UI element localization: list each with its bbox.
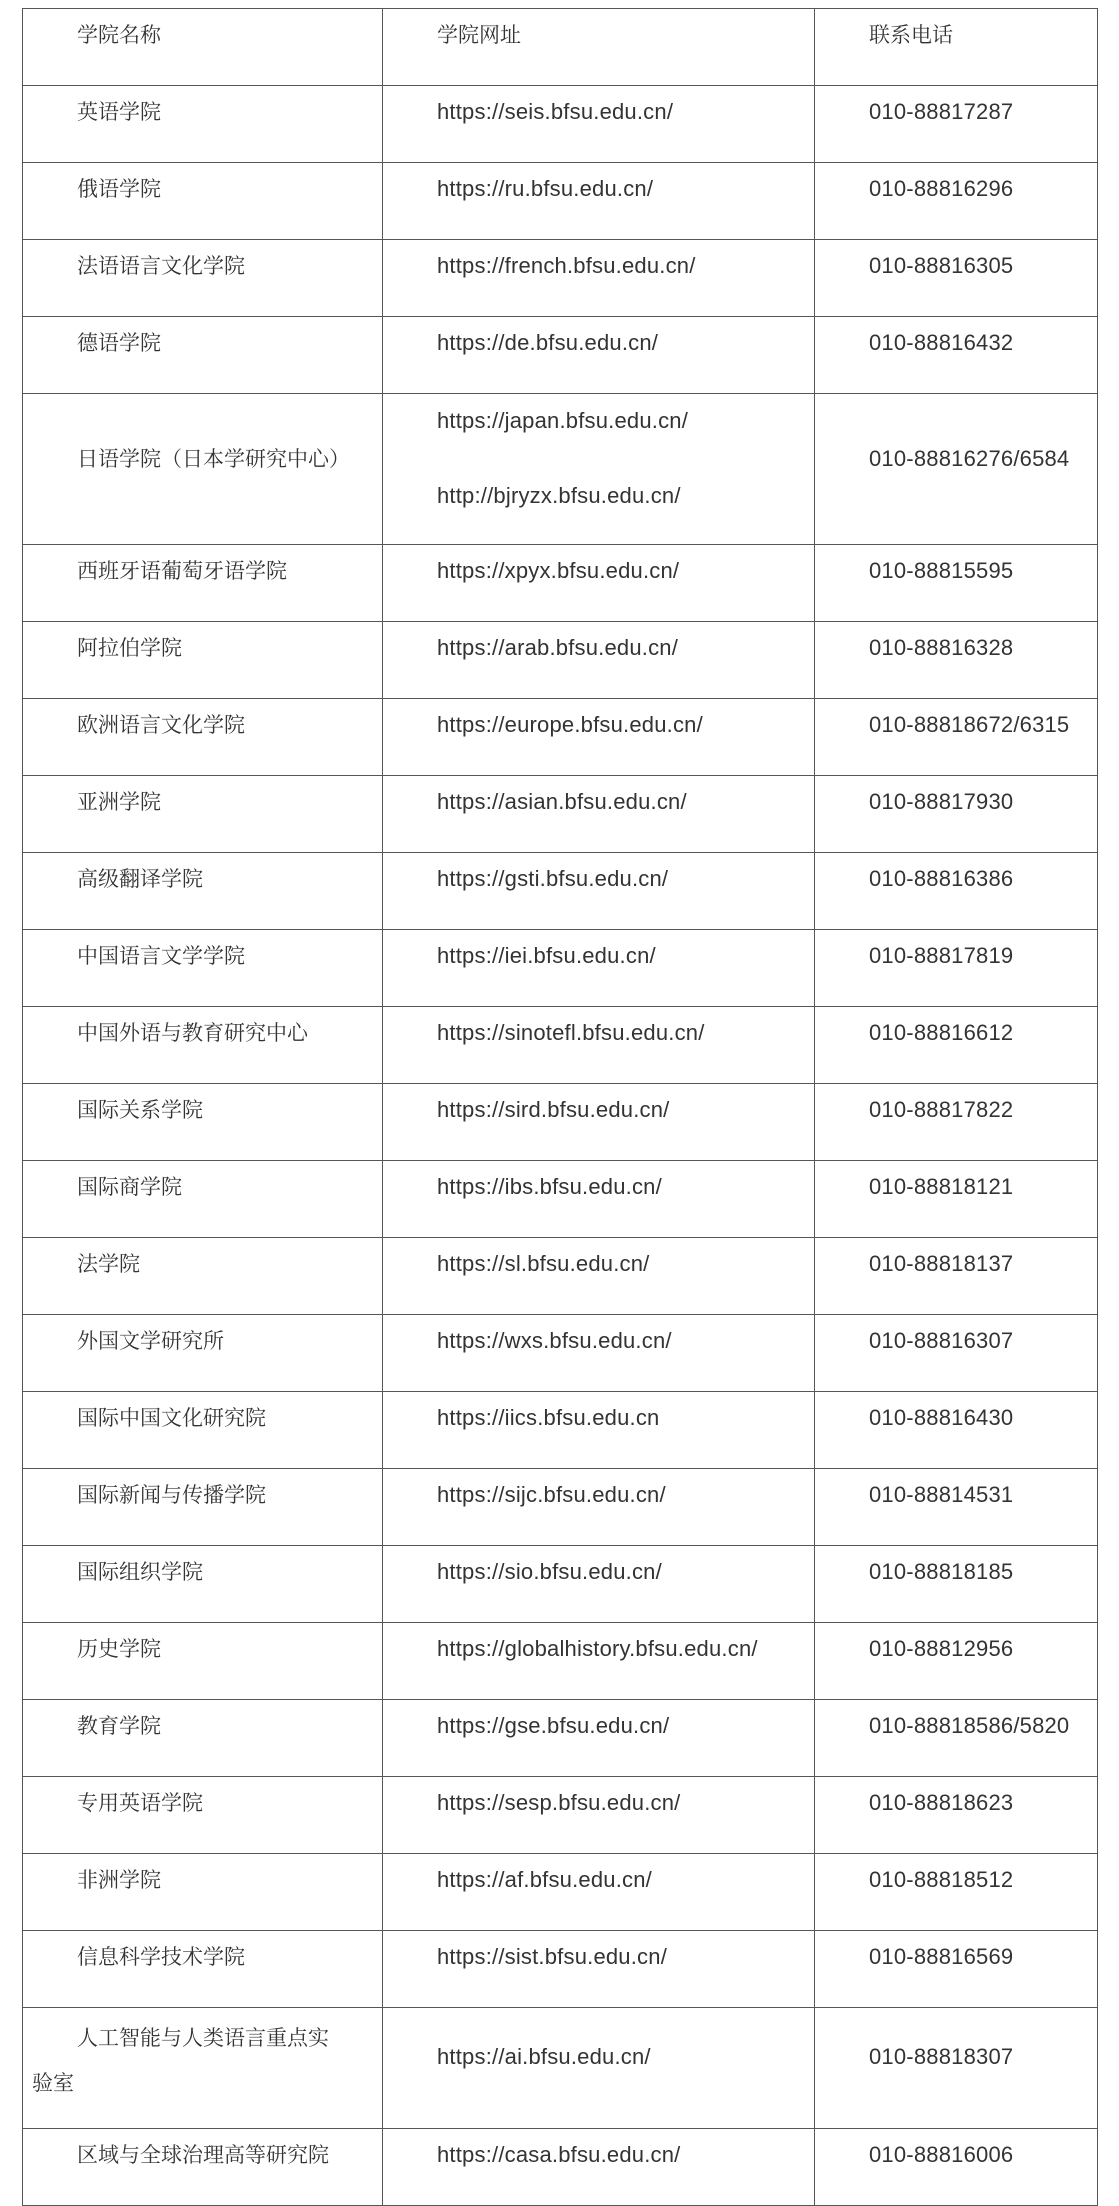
- college-url-cell: [383, 2129, 815, 2206]
- college-url-cell: [383, 1700, 815, 1777]
- colleges-table-container: [22, 8, 1097, 2206]
- college-name: 法语语言文化学院: [77, 254, 245, 278]
- table-row: [23, 1854, 1098, 1931]
- college-name-cell: [23, 1623, 383, 1700]
- table-row: [23, 2008, 1098, 2129]
- table-row: [23, 86, 1098, 163]
- table-row: [23, 1623, 1098, 1700]
- table-row: [23, 1007, 1098, 1084]
- college-phone-cell: [815, 1546, 1098, 1623]
- college-url: https://french.bfsu.edu.cn/: [437, 253, 696, 278]
- college-url: https://globalhistory.bfsu.edu.cn/: [437, 1636, 758, 1661]
- college-name-cell: [23, 622, 383, 699]
- college-name-cell: [23, 853, 383, 930]
- college-name-cell: [23, 394, 383, 545]
- college-url-cell: [383, 545, 815, 622]
- table-row: [23, 2129, 1098, 2206]
- college-phone: 010-88816612: [869, 1020, 1014, 1045]
- college-phone-cell: [815, 1315, 1098, 1392]
- college-phone: 010-88818623: [869, 1790, 1014, 1815]
- table-row: [23, 930, 1098, 1007]
- college-url: https://sijc.bfsu.edu.cn/: [437, 1482, 666, 1507]
- college-name-cell: [23, 1469, 383, 1546]
- college-url: https://sesp.bfsu.edu.cn/: [437, 1790, 681, 1815]
- college-phone: 010-88816305: [869, 253, 1014, 278]
- college-name-cell: [23, 2129, 383, 2206]
- header-college-name-text: 学院名称: [77, 23, 161, 47]
- college-url-cell: [383, 776, 815, 853]
- header-contact-phone: [815, 9, 1098, 86]
- college-name-cell: [23, 86, 383, 163]
- college-url-cell: [383, 1623, 815, 1700]
- college-phone: 010-88812956: [869, 1636, 1014, 1661]
- header-college-url: [383, 9, 815, 86]
- table-row: [23, 1700, 1098, 1777]
- college-name: 外国文学研究所: [77, 1329, 224, 1353]
- table-row: [23, 1931, 1098, 2008]
- college-url: https://casa.bfsu.edu.cn/: [437, 2142, 681, 2167]
- college-phone-cell: [815, 1469, 1098, 1546]
- college-phone: 010-88817819: [869, 943, 1014, 968]
- college-phone-cell: [815, 622, 1098, 699]
- college-url-cell: [383, 1469, 815, 1546]
- college-phone: 010-88816386: [869, 866, 1014, 891]
- college-name-cell: [23, 240, 383, 317]
- college-name-cell: [23, 1315, 383, 1392]
- college-name: 英语学院: [77, 100, 161, 124]
- table-header-row: [23, 9, 1098, 86]
- table-row: [23, 1546, 1098, 1623]
- college-phone: 010-88816006: [869, 2142, 1014, 2167]
- college-url: https://europe.bfsu.edu.cn/: [437, 712, 703, 737]
- college-phone-cell: [815, 86, 1098, 163]
- college-url: https://asian.bfsu.edu.cn/: [437, 789, 687, 814]
- college-phone: 010-88818672/6315: [869, 712, 1070, 737]
- header-contact-phone-text: 联系电话: [869, 23, 953, 47]
- college-url: https://ibs.bfsu.edu.cn/: [437, 1174, 662, 1199]
- college-phone-cell: [815, 545, 1098, 622]
- college-phone-cell: [815, 2129, 1098, 2206]
- college-url-cell: [383, 1315, 815, 1392]
- college-url-cell: [383, 930, 815, 1007]
- table-row: [23, 1315, 1098, 1392]
- college-url: https://gsti.bfsu.edu.cn/: [437, 866, 669, 891]
- college-name-cell: [23, 2008, 383, 2129]
- college-name: 国际商学院: [77, 1175, 182, 1199]
- table-row: [23, 545, 1098, 622]
- college-url-cell: [383, 394, 815, 545]
- college-phone: 010-88818137: [869, 1251, 1014, 1276]
- college-phone: 010-88818307: [869, 2044, 1014, 2069]
- college-name-cell: [23, 1161, 383, 1238]
- college-name: 俄语学院: [77, 177, 161, 201]
- college-name-cell: [23, 776, 383, 853]
- college-name: 历史学院: [77, 1637, 161, 1661]
- college-phone: 010-88818512: [869, 1867, 1014, 1892]
- college-url-cell: [383, 1007, 815, 1084]
- college-phone-cell: [815, 317, 1098, 394]
- college-url: https://af.bfsu.edu.cn/: [437, 1867, 652, 1892]
- college-url: https://seis.bfsu.edu.cn/: [437, 99, 674, 124]
- college-name: 高级翻译学院: [77, 867, 203, 891]
- college-name: 教育学院: [77, 1714, 161, 1738]
- college-name-cell: [23, 163, 383, 240]
- college-url: https://ai.bfsu.edu.cn/: [437, 2044, 651, 2069]
- college-name: 国际中国文化研究院: [77, 1406, 266, 1430]
- college-name: 法学院: [77, 1252, 140, 1276]
- college-url-cell: [383, 853, 815, 930]
- college-phone-cell: [815, 1854, 1098, 1931]
- college-url: https://iei.bfsu.edu.cn/: [437, 943, 656, 968]
- college-phone-cell: [815, 394, 1098, 545]
- college-url-cell: [383, 1931, 815, 2008]
- college-name: 国际组织学院: [77, 1560, 203, 1584]
- college-phone-cell: [815, 930, 1098, 1007]
- college-name-cell: [23, 1392, 383, 1469]
- college-url: https://sinotefl.bfsu.edu.cn/: [437, 1020, 705, 1045]
- college-url: https://gse.bfsu.edu.cn/: [437, 1713, 670, 1738]
- college-url: https://sird.bfsu.edu.cn/: [437, 1097, 670, 1122]
- college-phone-cell: [815, 1238, 1098, 1315]
- header-college-name: [23, 9, 383, 86]
- college-name: 非洲学院: [77, 1868, 161, 1892]
- college-phone: 010-88817287: [869, 99, 1014, 124]
- college-name: 中国外语与教育研究中心: [77, 1021, 308, 1045]
- college-name-cell: [23, 699, 383, 776]
- college-url: https://sl.bfsu.edu.cn/: [437, 1251, 650, 1276]
- table-row: [23, 240, 1098, 317]
- college-url: https://de.bfsu.edu.cn/: [437, 330, 659, 355]
- college-name: 中国语言文学学院: [77, 944, 245, 968]
- college-phone-cell: [815, 1161, 1098, 1238]
- college-url: https://iics.bfsu.edu.cn: [437, 1405, 660, 1430]
- table-row: [23, 394, 1098, 545]
- college-name-cell: [23, 1007, 383, 1084]
- college-name-cell: [23, 1854, 383, 1931]
- table-row: [23, 853, 1098, 930]
- college-phone: 010-88816307: [869, 1328, 1014, 1353]
- college-url-cell: [383, 1238, 815, 1315]
- college-name-cell: [23, 930, 383, 1007]
- college-phone-cell: [815, 2008, 1098, 2129]
- college-url-cell: [383, 1392, 815, 1469]
- college-name: 欧洲语言文化学院: [77, 713, 245, 737]
- table-row: [23, 1238, 1098, 1315]
- college-url-cell: [383, 2008, 815, 2129]
- college-url-cell: [383, 1546, 815, 1623]
- college-phone: 010-88816430: [869, 1405, 1014, 1430]
- college-url-cell: [383, 1854, 815, 1931]
- table-row: [23, 1777, 1098, 1854]
- college-phone-cell: [815, 853, 1098, 930]
- college-name-cell: [23, 1777, 383, 1854]
- college-url-cell: [383, 1084, 815, 1161]
- college-name: 阿拉伯学院: [77, 636, 182, 660]
- college-url: https://xpyx.bfsu.edu.cn/: [437, 558, 680, 583]
- college-url-cell: [383, 163, 815, 240]
- table-row: [23, 1469, 1098, 1546]
- college-name: 区域与全球治理高等研究院: [77, 2143, 329, 2167]
- college-name: 西班牙语葡萄牙语学院: [77, 559, 287, 583]
- college-phone: 010-88816296: [869, 176, 1014, 201]
- college-name: 德语学院: [77, 331, 161, 355]
- college-phone: 010-88816276/6584: [869, 446, 1070, 471]
- college-url: https://sio.bfsu.edu.cn/: [437, 1559, 662, 1584]
- college-phone: 010-88818586/5820: [869, 1713, 1070, 1738]
- college-phone-cell: [815, 1777, 1098, 1854]
- college-phone: 010-88816328: [869, 635, 1014, 660]
- college-name-cell: [23, 1546, 383, 1623]
- college-phone: 010-88814531: [869, 1482, 1014, 1507]
- college-name-cell: [23, 1084, 383, 1161]
- college-name: 国际新闻与传播学院: [77, 1483, 266, 1507]
- college-url: https://ru.bfsu.edu.cn/: [437, 176, 654, 201]
- college-phone: 010-88816569: [869, 1944, 1014, 1969]
- table-row: [23, 699, 1098, 776]
- table-row: [23, 317, 1098, 394]
- college-phone: 010-88817822: [869, 1097, 1014, 1122]
- college-phone-cell: [815, 1700, 1098, 1777]
- college-url: https://japan.bfsu.edu.cn/: [437, 408, 689, 433]
- table-row: [23, 1161, 1098, 1238]
- college-phone-cell: [815, 1623, 1098, 1700]
- college-name: 人工智能与人类语言重点实验室: [32, 2026, 329, 2095]
- college-name-cell: [23, 1700, 383, 1777]
- college-phone: 010-88818121: [869, 1174, 1014, 1199]
- college-url: https://arab.bfsu.edu.cn/: [437, 635, 679, 660]
- college-name-cell: [23, 1238, 383, 1315]
- college-phone-cell: [815, 240, 1098, 317]
- header-college-url-text: 学院网址: [437, 23, 521, 47]
- table-row: [23, 1392, 1098, 1469]
- college-url-cell: [383, 317, 815, 394]
- college-url: https://wxs.bfsu.edu.cn/: [437, 1328, 672, 1353]
- college-name-cell: [23, 545, 383, 622]
- college-url: https://sist.bfsu.edu.cn/: [437, 1944, 668, 1969]
- colleges-table: [22, 8, 1098, 2206]
- college-url-cell: [383, 1161, 815, 1238]
- college-name: 专用英语学院: [77, 1791, 203, 1815]
- college-phone-cell: [815, 776, 1098, 853]
- college-url-cell: [383, 1777, 815, 1854]
- table-row: [23, 776, 1098, 853]
- college-phone: 010-88815595: [869, 558, 1014, 583]
- college-phone: 010-88817930: [869, 789, 1014, 814]
- college-phone-cell: [815, 1392, 1098, 1469]
- college-phone-cell: [815, 1084, 1098, 1161]
- table-row: [23, 622, 1098, 699]
- college-name: 国际关系学院: [77, 1098, 203, 1122]
- college-name-cell: [23, 317, 383, 394]
- college-phone-cell: [815, 1931, 1098, 2008]
- college-phone: 010-88818185: [869, 1559, 1014, 1584]
- college-url-secondary: http://bjryzx.bfsu.edu.cn/: [437, 483, 681, 508]
- college-url-cell: [383, 699, 815, 776]
- college-phone-cell: [815, 699, 1098, 776]
- college-url-cell: [383, 622, 815, 699]
- college-name-cell: [23, 1931, 383, 2008]
- college-phone: 010-88816432: [869, 330, 1014, 355]
- college-name: 日语学院（日本学研究中心）: [77, 447, 350, 471]
- college-name: 亚洲学院: [77, 790, 161, 814]
- college-url-cell: [383, 240, 815, 317]
- college-url-cell: [383, 86, 815, 163]
- college-phone-cell: [815, 163, 1098, 240]
- college-phone-cell: [815, 1007, 1098, 1084]
- table-row: [23, 1084, 1098, 1161]
- table-row: [23, 163, 1098, 240]
- college-name: 信息科学技术学院: [77, 1945, 245, 1969]
